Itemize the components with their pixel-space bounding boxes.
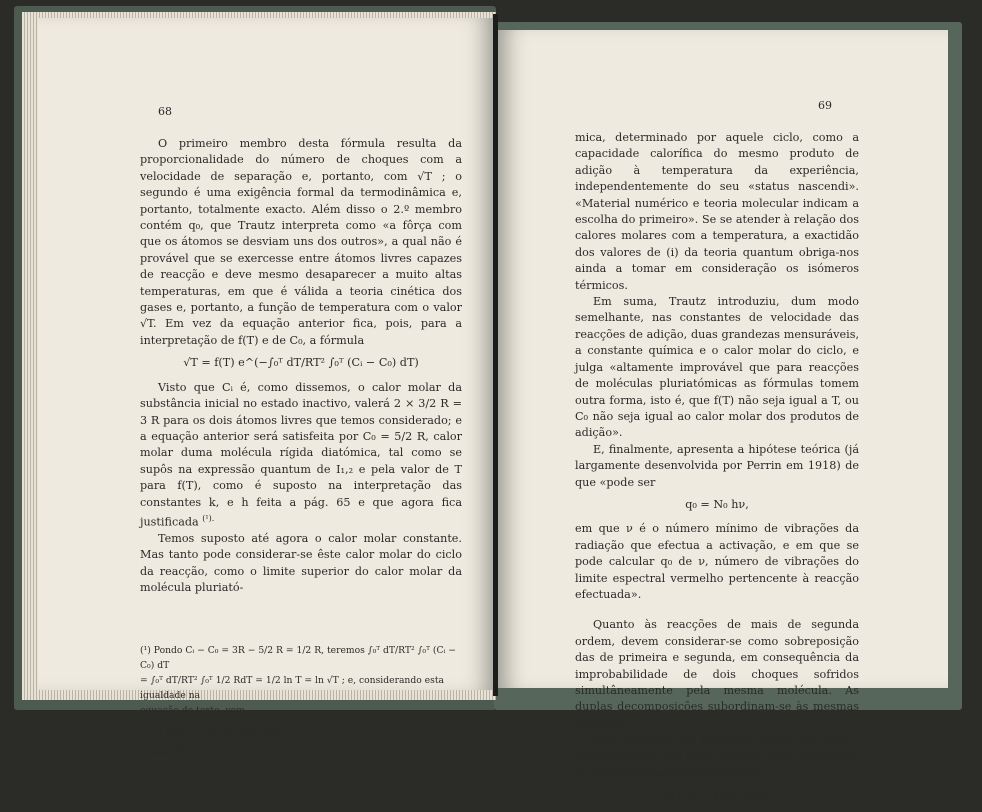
left-page [38,18,496,758]
footnote-line: donde f(T) = T. [140,746,210,758]
footnote-line: (¹) Pondo Cᵢ − C₀ = 3R − 5/2 R = 1/2 R, teremos ∫₀ᵀ dT/RT² ∫₀ᵀ (Cᵢ − C₀) dT [140,644,456,671]
footnote-line: equação do texto, vem [140,704,245,716]
book-gutter [493,14,498,696]
spacer [575,603,859,617]
paragraph: mica, determinado por aquele ciclo, como a capacidade calorífica do mesmo produto de adição à temperatura da experiência, independentemente do seu «status nascendi». «Material numérico e teoria molecular indicam a escolha do primeiro». Se se atender à relação dos calores molares com a temperatura, a exactidão dos valores de (i) da teoria quantum obriga-nos ainda a tomar em consideração os isómeros térmicos. [575,131,859,292]
page-number: 68 [158,105,172,118]
paragraph: Quanto às reacções de mais de segunda ordem, devem considerar-se como sobreposição das de primeira e segunda, em consequência da improbabilidade de dois choques sofridos simultâneamente pela mesma molécula. As duplas decomposições subordinam-se às mesmas fórmulas. [575,618,859,730]
footnote-formula: √T = f(T) e^(−ln √T) = f(T)/√T , [140,725,289,737]
paragraph: Para reacções de primeira ordem, em que a decomposição não é em átomos, deve substituir-se a fórmula dada anteriormente, [575,733,859,780]
formula: q₀ = N₀ hν, [685,497,749,511]
footnote [140,643,462,760]
paragraph: Visto que Cᵢ é, como dissemos, o calor molar da substância inicial no estado inactivo, valerá 2 × 3/2 R = 3 R para os dois átomos livres que temos considerado; e a equação anterior será satisfeita por C₀ = 5/2 R, calor molar duma molécula rígida diatómica, tal como se supôs na expressão quantum de I₁,₂ e pela valor de T para f(T), como é suposto na interpretação das constantes k, e h feita a pág. 65 e que agora fica justificada $^{(^1).}$ [140,380,462,529]
paragraph: O primeiro membro desta fórmula resulta da proporcionalidade do número de choques com a velocidade de separação e, portanto, com √T ; o segundo é uma exigência formal da termodinâmica e, portanto, totalmente exacto. Além disso o 2.º membro contém q₀, que Trautz interpreta como «a fôrça com que os átomos se desviam uns dos outros», a qual não é provável que se exercesse entre átomos livres capazes de reacção e deve mesmo desaparecer a muito altas temperaturas, em que é válida a teoria cinética dos gases e, portanto, a função de temperatura com o valor √T. Em vez da equação anterior fica, pois, para a interpretação de f(T) e de C₀, a fórmula [140,137,462,347]
right-text-column [575,130,859,812]
formula: √T = f(T) e^(−∫₀ᵀ dT/RT² ∫₀ᵀ (Cᵢ − C₀) dT) [183,356,419,370]
paragraph: em que ν é o número mínimo de vibrações da radiação que efectua a activação, e em que se pode calcular q₀ de ν, número de vibrações do limite espectral vermelho pertencente à reacção efectuada». [575,522,859,601]
formula: f(T) k₁ = kT/h (s/d)². [660,788,774,802]
paragraph: E, finalmente, apresenta a hipótese teórica (já largamente desenvolvida por Perrin em 1918) de que «pode ser [575,442,859,489]
left-text-column [140,136,462,760]
paragraph: Temos suposto até agora o calor molar constante. Mas tanto pode considerar-se êste calor molar do ciclo da reacção, como o limite superior do calor molar da molécula pluriató- [140,532,462,595]
footnote-line: = ∫₀ᵀ dT/RT² ∫₀ᵀ 1/2 RdT = 1/2 ln T = ln √T ; e, considerando esta igualdade na [140,674,445,701]
right-page [496,30,948,802]
footnote-reference: (¹). [202,513,215,523]
paragraph: Em suma, Trautz introduziu, dum modo semelhante, nas constantes de velocidade das reacções de adição, duas grandezas mensuráveis, a constante química e o calor molar do ciclo, e julga «altamente improvável que para reacções de moléculas pluriatómicas as fórmulas tomem outra forma, isto é, que f(T) não seja igual a T, ou C₀ não seja igual ao calor molar dos produtos de adição». [575,295,859,440]
page-number: 69 [818,99,832,112]
